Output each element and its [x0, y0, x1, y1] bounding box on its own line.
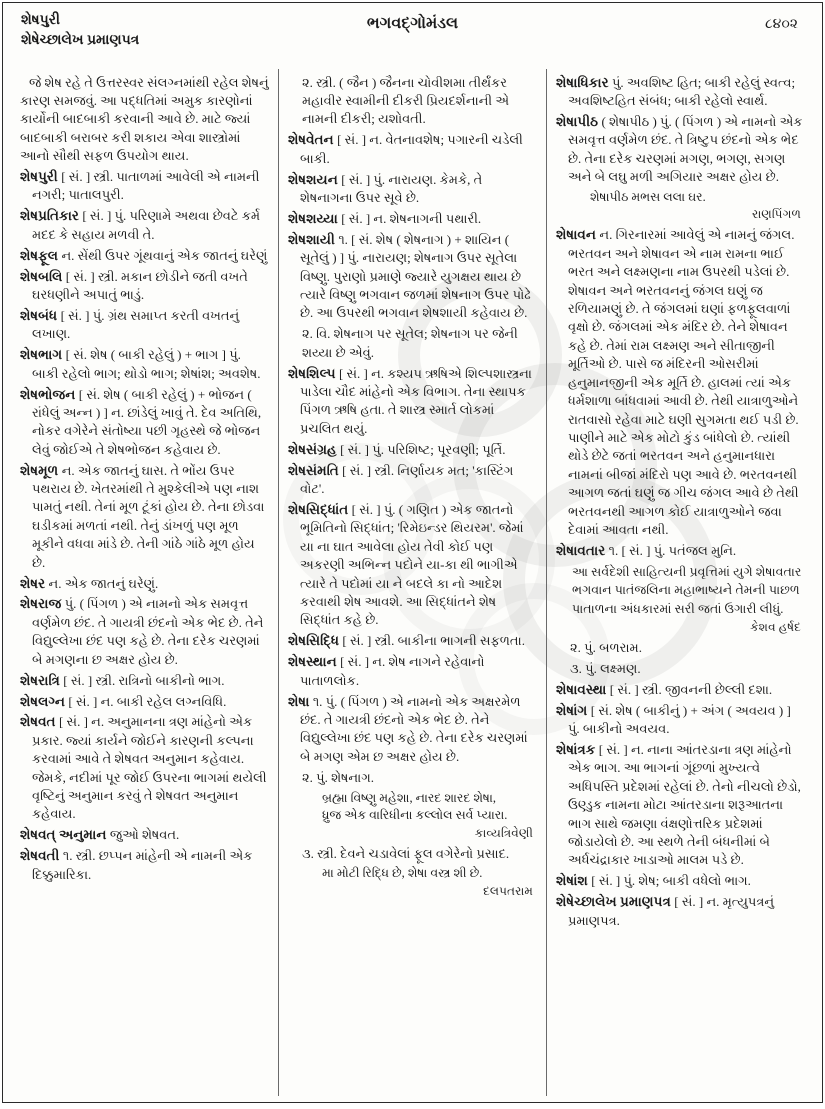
entry-headword: શેષરાત્રિ	[20, 672, 64, 688]
entry-continuation: ૩. સ્ત્રી. દેવને ચડાવેલાં ફૂલ વગેરેનો પ્રસાદ.	[302, 845, 510, 861]
dictionary-entry: શેષસિદ્ધાંત [ સં. ] પું. ( ગણિત ) એક જાતનો ભૂમિતિનો સિદ્ધાંત; 'રિમેઇન્ડર થિયરમ'. જેમાં યા ના ઘાત આવેલા હોય તેવી કોઈ પણ અકરણી અભિન્ન પદોને યા-કા થી ભાગીએ ત્યારે તે પદોમાં યા ને બદલે કા નો આદેશ કરવાથી શેષ આવશે. આ સિદ્ધાંતને શેષ સિદ્ધાંત કહે છે.	[288, 501, 524, 628]
entry-headword: શેષશાયી	[288, 231, 339, 247]
entry-headword: શેષવેતન	[288, 132, 338, 148]
entry-headword: શેષપ્રતિકાર	[20, 208, 83, 224]
entry-headword: શેષાવતાર	[556, 542, 609, 558]
entry-headword: શેષેચ્છાલેખ પ્રમાણપત્ર	[556, 894, 675, 910]
dictionary-entry: શેષભાગ [ સં. શેષ ( બાકી રહેલું ) + ભાગ ] પું. બાકી રહેલો ભાગ; થોડો ભાગ; શેષાંશ; અવશેષ.	[20, 347, 261, 381]
verse-block	[590, 189, 805, 224]
dictionary-entry: શેષાંગ [ સં. શેષ ( બાકીનું ) + અંગ ( અવયવ ) ] પું. બાકીનો અવયવ.	[556, 702, 791, 736]
verse-block	[322, 865, 537, 900]
entry-headword: શેષશિલ્પ	[288, 365, 339, 381]
verse-attribution: રાણપિંગળ	[752, 207, 801, 222]
dictionary-entry: શેષશય્યા [ સં. ] ન. શેષનાગની પથારી.	[288, 210, 482, 226]
entry-continuation: ૨. પું. બળરામ.	[570, 639, 642, 655]
dictionary-entry: શેષસંગ્રહ [ સં. ] પું. પરિશિષ્ટ; પૂરવણી; પૂર્તિ.	[288, 441, 506, 457]
entry-headword: શેષસંગ્રહ	[288, 441, 341, 457]
dictionary-column-3	[547, 69, 814, 1096]
dictionary-entry: શેષાંશ [ સં. ] પું. શેષ; બાકી વધેલો ભાગ.	[556, 873, 751, 889]
dictionary-entry: શેષવતી ૧. સ્ત્રી. છપ્પન માંહેની એ નામની એક દિક્કુમારિકા.	[20, 848, 253, 882]
verse-attribution: દલપતરામ	[483, 883, 533, 898]
dictionary-entry: શેષફૂલ ન. સેંથી ઉપર ગૂંથવાનું એક જાતનું ઘરેણું	[20, 247, 268, 263]
dictionary-page	[2, 2, 823, 1103]
dictionary-entry: શેષમૂળ ન. એક જાતનું ઘાસ. તે ભોંય ઉપર પથરાય છે. ખેતરમાંથી તે મુશ્કેલીએ પણ નાશ પામતું નથી. તેનાં મૂળ ટૂંકાં હોય છે. તેના છોડવા ઘડીકમાં મળતાં નથી. તેનું ડાંખળું પણ મૂળ મૂકીને વધવા માંડે છે. તેની ગાંઠે ગાંઠે મૂળ હોય છે.	[20, 462, 265, 570]
dictionary-entry: શેષશયન [ સં. ] પું. નારાયણ. કેમકે, તે શેષનાગના ઉપર સૂવે છે.	[288, 171, 483, 205]
dictionary-entry: શેષાવતાર ૧. [ સં. ] પું. પતંજલ મુનિ.	[556, 542, 737, 558]
entry-continuation: ૨. વિ. શેષનાગ પર સૂતેલ; શેષનાગ પર જેની શય્યા છે એવું.	[302, 326, 518, 360]
entry-continuation: જે શેષ રહે તે ઉત્તરસ્વર સંલગ્નમાંથી રહેલ શેષનું કારણ સમજવું. આ પદ્ધતિમાં અમુક કારણોનાં કાર્યોની બાદબાકી કરવાની આવે છે. માટે જ્યાં બાદબાકી બરાબર કરી શકાય એવા શાસ્ત્રોમાં આનો સૌથી સફળ ઉપયોગ થાય.	[20, 74, 269, 164]
dictionary-entry: શેષસંમતિ [ સં. ] સ્ત્રી. નિર્ણાયક મત; 'કાસ્ટિંગ વોટ'.	[288, 462, 514, 497]
entry-continuation: આ સર્વદેશી સાહિત્યની પ્રવૃત્તિમાં યુગે શેષાવતાર ભગવાન પાતંજલિના મહાભાષ્યને તેમની પાછળ પાતાળના અંધકારમાં સરી જતાં ઉગારી લીધું. કેશવ હર્ષદ	[556, 563, 805, 637]
entry-headword: શેષભાગ	[20, 347, 66, 363]
page-header	[3, 3, 822, 73]
verse-attribution: કાવ્યત્રિવેણી	[474, 825, 533, 840]
entry-headword: શેષરાજ	[20, 596, 65, 612]
entry-headword: શેષાંત્રક	[556, 741, 599, 757]
dictionary-entry: શેષસ્થાન [ સં. ] ન. શેષ નાગને રહેવાનો પાતાળલોક.	[288, 654, 485, 688]
entry-headword: શેષપુરી	[20, 169, 62, 185]
verse-line: બ્રહ્મા વિષ્ણુ મહેશા, નારદ શારદ શેષા,	[322, 790, 496, 805]
running-head-last-word: શેષેચ્છાલેખ પ્રમાણપત્ર	[21, 33, 140, 48]
dictionary-entry: શેષાવસ્થા [ સં. ] સ્ત્રી. જીવનની છેલ્લી દશા.	[556, 681, 773, 697]
entry-headword: શેષફૂલ	[20, 247, 62, 263]
dictionary-entry: શેષાધિકાર પું. અવશિષ્ટ હિત; બાકી રહેલું સ્વત્વ; અવશિષ્ટહિત સંબંધ; બાકી રહેલો સ્વાર્થ.	[556, 74, 796, 108]
entry-continuation: ૩. પું. લક્ષ્મણ.	[570, 660, 641, 676]
dictionary-column-2	[279, 69, 547, 1096]
dictionary-entry: શેષપ્રતિકાર [ સં. ] પું. પરિણામે અથવા છેવટે કર્મ મદદ કે સહાય મળવી તે.	[20, 208, 261, 242]
entry-headword: શેષર	[20, 575, 49, 591]
entry-continuation: ૨. પું. શેષનાગ.	[302, 769, 374, 785]
dictionary-entry: શેષલગ્ન [ સં. ] ન. બાકી રહેલ લગ્નવિધિ.	[20, 693, 227, 709]
dictionary-entry: શેષર ન. એક જાતનું ઘરેણું.	[20, 575, 159, 591]
entry-headword: શેષવત	[20, 714, 59, 730]
entry-headword: શેષાપીઠ	[556, 113, 602, 129]
entry-headword: શેષાંગ	[556, 702, 591, 718]
entry-headword: શેષસિદ્ધાંત	[288, 501, 352, 517]
dictionary-entry: શેષશિલ્પ [ સં. ] ન. કશ્યપ ઋષિએ શિલ્પશાસ્ત્રના પાડેલા ચૌદ માંહેનો એક વિભાગ. તેના સ્થાપક પિંગળ ઋષિ હતા. તે શાસ્ત્ર સ્માર્ત લોકમાં પ્રચલિત થયું.	[288, 365, 532, 436]
entry-headword: શેષાધિકાર	[556, 74, 612, 90]
dictionary-entry: શેષસિદ્ધિ [ સં. ] સ્ત્રી. બાકીના ભાગની સફળતા.	[288, 633, 525, 649]
dictionary-entry: શેષાવન ન. ગિરનારમાં આવેલું એ નામનું જંગલ. ભરતવન અને શેષાવન એ નામ રામના ભાઈ ભરત અને લક્ષ્મણના નામ ઉપરથી પડેલાં છે. શેષાવન અને ભરતવનનું જંગલ ઘણું જ રળિયામણું છે. તે જંગલમાં ઘણાં ફળફૂલવાળાં વૃક્ષો છે. જંગલમાં એક મંદિર છે. તેને શેષાવન કહે છે. તેમાં રામ લક્ષ્મણ અને સીતાજીની મૂર્તિઓ છે. પાસે જ મંદિરની ઓસરીમાં હનુમાનજીની એક મૂર્તિ છે. હાલમાં ત્યાં એક ધર્મશાળા બાંધવામાં આવી છે. તેથી યાત્રાળુઓને રાતવાસો રહેવા માટે ઘણી સુગમતા થઈ પડી છે. પાણીને માટે એક મોટો કુંડ બાંધેલો છે. ત્યાંથી થોડે છેટે જતાં ભરતવન અને હનુમાનધારા નામનાં બીજાં મંદિરો પણ આવે છે. ભરતવનથી આગળ જતાં ઘણું જ ગીચ જંગલ આવે છે તેથી ભરતવનથી આગળ કોઈ યાત્રાળુઓને જવા દેવામાં આવતા નથી.	[556, 227, 799, 537]
page-number: ૮૪૦૨	[764, 17, 798, 32]
verse-line: શેષાપીઠ મભસ લલા ઘર.	[590, 189, 706, 204]
dictionary-entry: શેષેચ્છાલેખ પ્રમાણપત્ર [ સં. ] ન. મૃત્યુપત્રનું પ્રમાણપત્ર.	[556, 894, 774, 928]
dictionary-entry: શેષબલિ [ સં. ] સ્ત્રી. મકાન છોડીને જતી વખતે ઘરધણીને અપાતું ભાડું.	[20, 268, 248, 302]
entry-continuation: ૨. સ્ત્રી. ( જૈન ) જૈનના ચોવીશમા તીર્થંકર મહાવીર સ્વામીની દીકરી પ્રિયદર્શનાની એ નામની દીકરી; યશોવતી.	[302, 74, 510, 127]
dictionary-column-1	[11, 69, 279, 1096]
dictionary-entry: શેષવત્ અનુમાન જુઓ શેષવત.	[20, 827, 180, 843]
dictionary-entry: શેષપુરી [ સં. ] સ્ત્રી. પાતાળમાં આવેલી એ નામની નગરી; પાતાલપુરી.	[20, 169, 260, 203]
entry-headword: શેષસિદ્ધિ	[288, 633, 343, 649]
entry-headword: શેષાવન	[556, 227, 600, 243]
entry-headword: શેષવત્ અનુમાન	[20, 827, 110, 843]
entry-headword: શેષભોજન	[20, 386, 79, 402]
entry-headword: શેષલગ્ન	[20, 693, 69, 709]
verse-line: મા મોટી રિદ્ધિ છે, શેષા વસ્ત્ર શી છે.	[322, 866, 483, 881]
entry-headword: શેષશયન	[288, 171, 342, 187]
verse-line: ધ્રુજ એક વારિધીના કલ્લોલ સર્વ પ્યારા.	[322, 808, 508, 823]
verse-block	[322, 790, 537, 843]
entry-headword: શેષબંધ	[20, 307, 61, 323]
entry-headword: શેષમૂળ	[20, 462, 62, 478]
dictionary-entry: શેષા ૧. પું. ( પિંગળ ) એ નામનો એક અક્ષરમેળ છંદ. તે ગાયત્રી છંદનો એક ભેદ છે. તેને વિદ્યુલ્લેખા છંદ પણ કહે છે. તેના દરેક ચરણમાં બે મગણ એમ છ અક્ષર હોય છે.	[288, 693, 528, 764]
dictionary-entry: શેષવત [ સં. ] ન. અનુમાનના ત્રણ માંહેનો એક પ્રકાર. જ્યાં કાર્યને જોઈને કારણની કલ્પના કરવામાં આવે તે શેષવત અનુમાન કહેવાય. જેમકે, નદીમાં પૂર જોઈ ઉપરના ભાગમાં થયેલી વૃષ્ટિનું અનુમાન કરવું તે શેષવત અનુમાન કહેવાય.	[20, 714, 267, 822]
entry-headword: શેષબલિ	[20, 268, 66, 284]
entry-headword: શેષાવસ્થા	[556, 681, 610, 697]
dictionary-entry: શેષબંધ [ સં. ] પું. ગ્રંથ સમાપ્ત કરતી વખતનું લખાણ.	[20, 307, 240, 342]
columns-container	[11, 69, 814, 1096]
entry-headword: શેષશય્યા	[288, 210, 342, 226]
dictionary-entry: શેષાંત્રક [ સં. ] ન. નાના આંતરડાના ત્રણ માંહેનો એક ભાગ. આ ભાગનાં ગૂંછળાં મુખ્યત્વે અધિપસ્તિ પ્રદેશમાં રહેલાં છે. તેનો નીચલો છેડો, ઉણ્ડુક નામના મોટા આંતરડાના શરૂઆતના ભાગ સાથે જમણા વંક્ષણોત્તરિક પ્રદેશમાં જોડાયેલો છે. આ સ્થળે તેની બંધનીમાં બે અર્ધચંદ્રાકાર ખાડાઓ માલમ પડે છે.	[556, 741, 801, 868]
quote-attribution: કેશવ હર્ષદ	[750, 619, 801, 634]
entry-headword: શેષા	[288, 693, 313, 709]
dictionary-entry: શેષરાજ પું. ( પિંગળ ) એ નામનો એક સમવૃત્ત વર્ણમેળ છંદ. તે ગાયત્રી છંદનો એક ભેદ છે. તેને વિદ્યુલ્લેખા છંદ પણ કહે છે. તેના દરેક ચરણમાં બે મગણના છ અક્ષર હોય છે.	[20, 596, 264, 667]
dictionary-entry: શેષાપીઠ ( શેષાપીઠ ) પું. ( પિંગળ ) એ નામનો એક સમવૃત્ત વર્ણમેળ છંદ. તે ત્રિષ્ટુપ છંદનો એક ભેદ છે. તેના દરેક ચરણમાં મગણ, ભગણ, સગણ અને બે લઘુ મળી અગિયાર અક્ષર હોય છે.	[556, 113, 803, 185]
dictionary-entry: શેષવેતન [ સં. ] ન. વેતનાવશેષ; પગારની ચડેલી બાકી.	[288, 132, 523, 166]
running-head-first-word: શેષપુરી	[21, 13, 60, 28]
page-title: ભગવદ્ગોમંડલ	[366, 15, 459, 32]
entry-headword: શેષસંમતિ	[288, 462, 343, 478]
entry-headword: શેષાંશ	[556, 873, 592, 889]
entry-headword: શેષસ્થાન	[288, 654, 341, 670]
dictionary-entry: શેષશાયી ૧. [ સં. શેષ ( શેષનાગ ) + શાયિન ( સૂતેલું ) ] પું. નારાયણ; શેષનાગ ઉપર સૂતેલા વિષ્ણુ. પુરાણો પ્રમાણે જ્યારે યુગક્ષય થાય છે ત્યારે વિષ્ણુ ભગવાન જળમાં શેષનાગ ઉપર પોઢે છે. આ ઉપરથી ભગવાન શેષશાયી કહેવાય છે.	[288, 231, 531, 321]
entry-headword: શેષવતી	[20, 848, 63, 864]
dictionary-entry: શેષરાત્રિ [ સં. ] સ્ત્રી. રાત્રિનો બાકીનો ભાગ.	[20, 672, 225, 688]
dictionary-entry: શેષભોજન [ સં. શેષ ( બાકી રહેલું ) + ભોજન ( રાંધેલું અન્ન ) ] ન. છાંડેલું ખાવું તે. દેવ અતિથિ, નોકર વગેરેને સંતોષ્યા પછી ગૃહસ્થે જે ભોજન લેવું જોઈએ તે શેષભોજન કહેવાય છે.	[20, 386, 262, 457]
